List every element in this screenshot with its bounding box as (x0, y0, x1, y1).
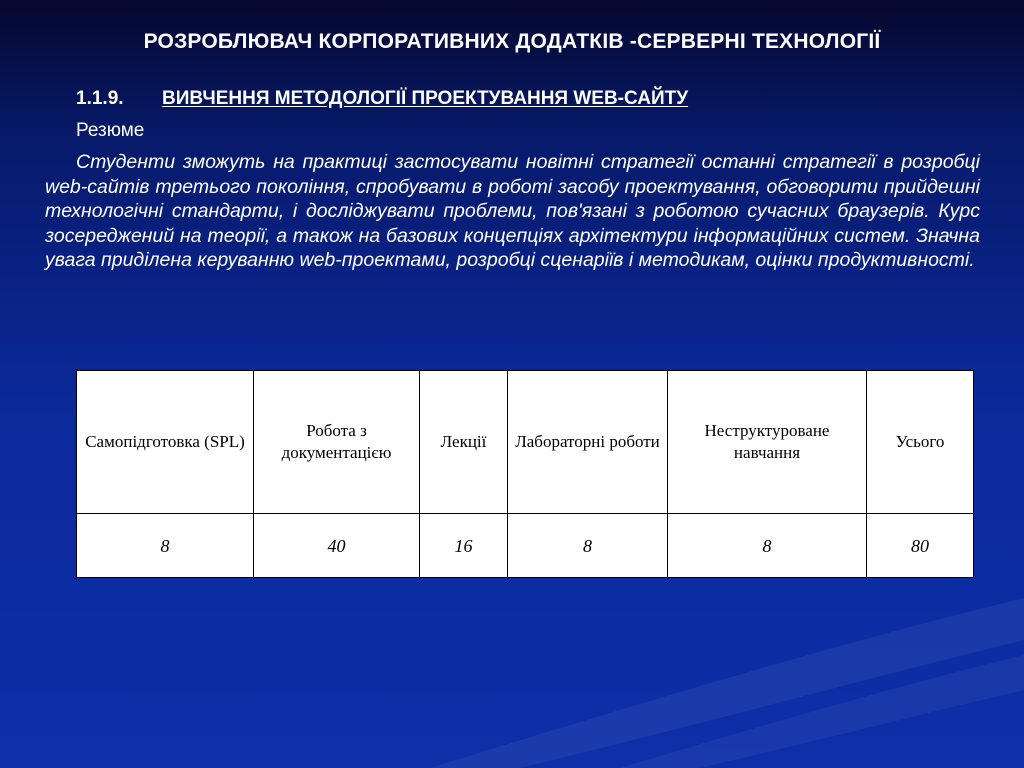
header-labs: Лабораторні роботи (508, 371, 668, 514)
header-documentation: Робота з документацією (254, 371, 420, 514)
resume-label: Резюме (76, 120, 145, 141)
value-self-study: 8 (77, 514, 254, 578)
section-number: 1.1.9. (76, 88, 124, 109)
section-title: ВИВЧЕННЯ МЕТОДОЛОГІЇ ПРОЕКТУВАННЯ WEB-САЙТУ (162, 88, 689, 109)
header-self-study: Самопідготовка (SPL) (77, 371, 254, 514)
header-unstructured: Неструктуроване навчання (668, 371, 867, 514)
table-header-row (77, 371, 974, 514)
hours-table (76, 370, 974, 578)
value-total: 80 (867, 514, 974, 578)
abstract-paragraph: Студенти зможуть на практиці застосувати новітні стратегії останні стратегії в розробці web-сайтів третього покоління, спробувати в роботі засобу проектування, обговорити прийдешні технологічні стандарти, і досліджувати проблеми, пов'язані з роботою сучасних браузерів. Курс зосереджений на теорії, а також на базових концепціях архітектури інформаційних систем. Значна увага приділена керуванню web-проектами, розробці сценаріїв і методикам, оцінки продуктивності. (45, 151, 980, 272)
value-lectures: 16 (420, 514, 508, 578)
table-row (77, 514, 974, 578)
slide-title: РОЗРОБЛЮВАЧ КОРПОРАТИВНИХ ДОДАТКІВ -СЕРВЕРНІ ТЕХНОЛОГІЇ (143, 30, 881, 53)
value-unstructured: 8 (668, 514, 867, 578)
value-labs: 8 (508, 514, 668, 578)
section-heading (76, 88, 688, 110)
header-total: Усього (867, 371, 974, 514)
header-lectures: Лекції (420, 371, 508, 514)
value-documentation: 40 (254, 514, 420, 578)
